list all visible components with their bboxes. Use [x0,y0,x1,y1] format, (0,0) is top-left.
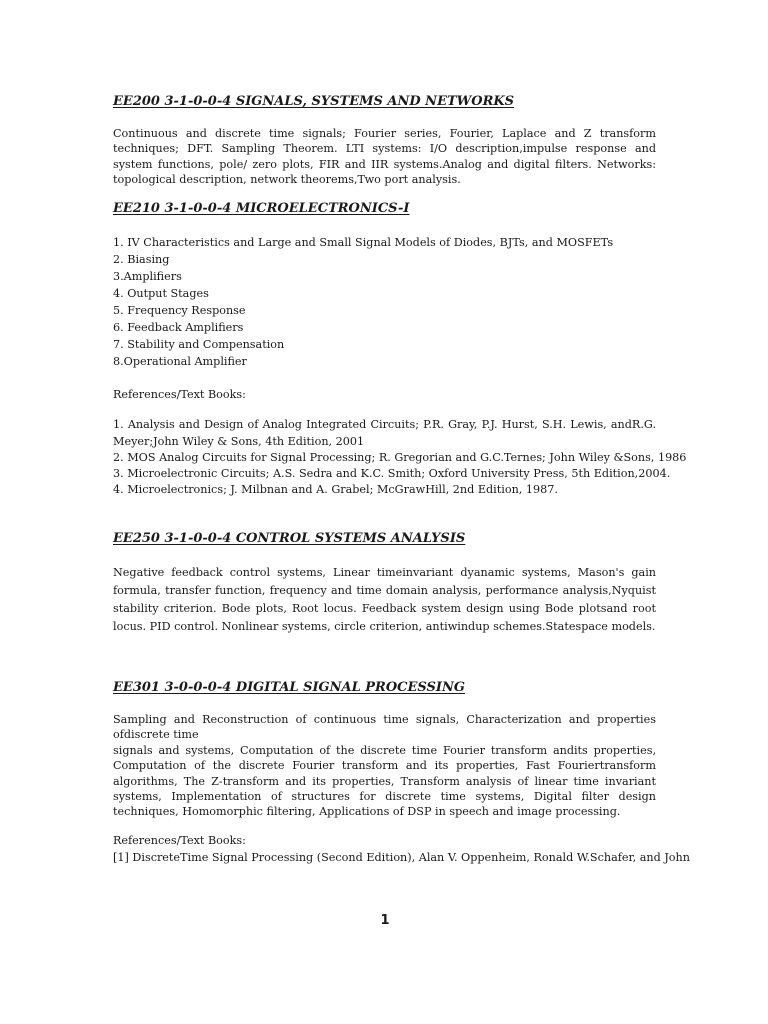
list-item: 8.Operational Amplifier [113,355,247,368]
reference-item: [1] DiscreteTime Signal Processing (Second Edition), Alan V. Oppenheim, Ronald W.Schafer, and John [113,851,690,864]
list-item: 3.Amplifiers [113,270,182,283]
references-label: References/Text Books: [113,388,246,401]
ee301-description: signals and systems, Computation of the discrete time Fourier transform andits properties, Computation of the discrete Fourier transform and its properties, Fast Fouriertransform algorithms, The Z-transform and its properties, Transform analysis of linear time invariant systems, Implementation of structures for discrete time systems, Digital filter design techniques, Homomorphic filtering, Applications of DSP in speech and image processing. [113,743,656,819]
ee210-heading-block [113,201,656,216]
list-item: 7. Stability and Compensation [113,338,285,351]
ee301-heading-block [113,680,656,695]
reference-item: 2. MOS Analog Circuits for Signal Processing; R. Gregorian and G.C.Ternes; John Wiley &Sons, 1986 [113,451,687,464]
reference-item: 1. Analysis and Design of Analog Integrated Circuits; P.R. Gray, P.J. Hurst, S.H. Lewis, andR.G. Meyer;John Wiley & Sons, 4th Edition, 2001 [113,418,656,448]
ee250-heading: EE250 3-1-0-0-4 CONTROL SYSTEMS ANALYSIS [113,531,466,546]
list-item: 4. Output Stages [113,287,209,300]
ee210-refs-label-block [113,386,656,403]
list-item: 2. Biasing [113,253,170,266]
reference-item: 4. Microelectronics; J. Milbnan and A. Grabel; McGrawHill, 2nd Edition, 1987. [113,483,558,496]
page-number: 1 [380,913,390,928]
ee200-description: Continuous and discrete time signals; Fourier series, Fourier, Laplace and Z transform techniques; DFT. Sampling Theorem. LTI systems: I/O description,impulse response and system functions, pole/ zero plots, FIR and IIR systems.Analog and digital filters. Networks: topological description, network theorems,Two port analysis. [113,127,656,187]
ee250-description: Negative feedback control systems, Linear timeinvariant dyanamic systems, Mason's gain formula, transfer function, frequency and time domain analysis, performance analysis,Nyquist stability criterion. Bode plots, Root locus. Feedback system design using Bode plotsand root locus. PID control. Nonlinear systems, circle criterion, antiwindup schemes.Statespace models. [113,566,656,633]
ee250-description-block [113,564,656,636]
reference-item: 3. Microelectronic Circuits; A.S. Sedra and K.C. Smith; Oxford University Press, 5th Edition,2004. [113,467,671,480]
ee250-heading-block [113,531,656,546]
ee200-heading: EE200 3-1-0-0-4 SIGNALS, SYSTEMS AND NETWORKS [113,94,515,109]
list-item: 5. Frequency Response [113,304,246,317]
list-item: 1. IV Characteristics and Large and Small Signal Models of Diodes, BJTs, and MOSFETs [113,236,614,249]
ee301-description-block [113,712,656,820]
ee301-heading: EE301 3-0-0-0-4 DIGITAL SIGNAL PROCESSING [113,680,465,695]
ee210-heading: EE210 3-1-0-0-4 MICROELECTRONICS-I [113,201,410,216]
ee301-references [113,832,690,866]
ee301-description-intro: Sampling and Reconstruction of continuous time signals, Characterization and properties ofdiscrete time [113,713,656,742]
ee210-references [113,416,687,498]
references-label: References/Text Books: [113,834,246,847]
ee200-description-block [113,126,656,188]
ee200-section [113,94,656,109]
list-item: 6. Feedback Amplifiers [113,321,244,334]
ee210-topic-list [113,234,656,370]
